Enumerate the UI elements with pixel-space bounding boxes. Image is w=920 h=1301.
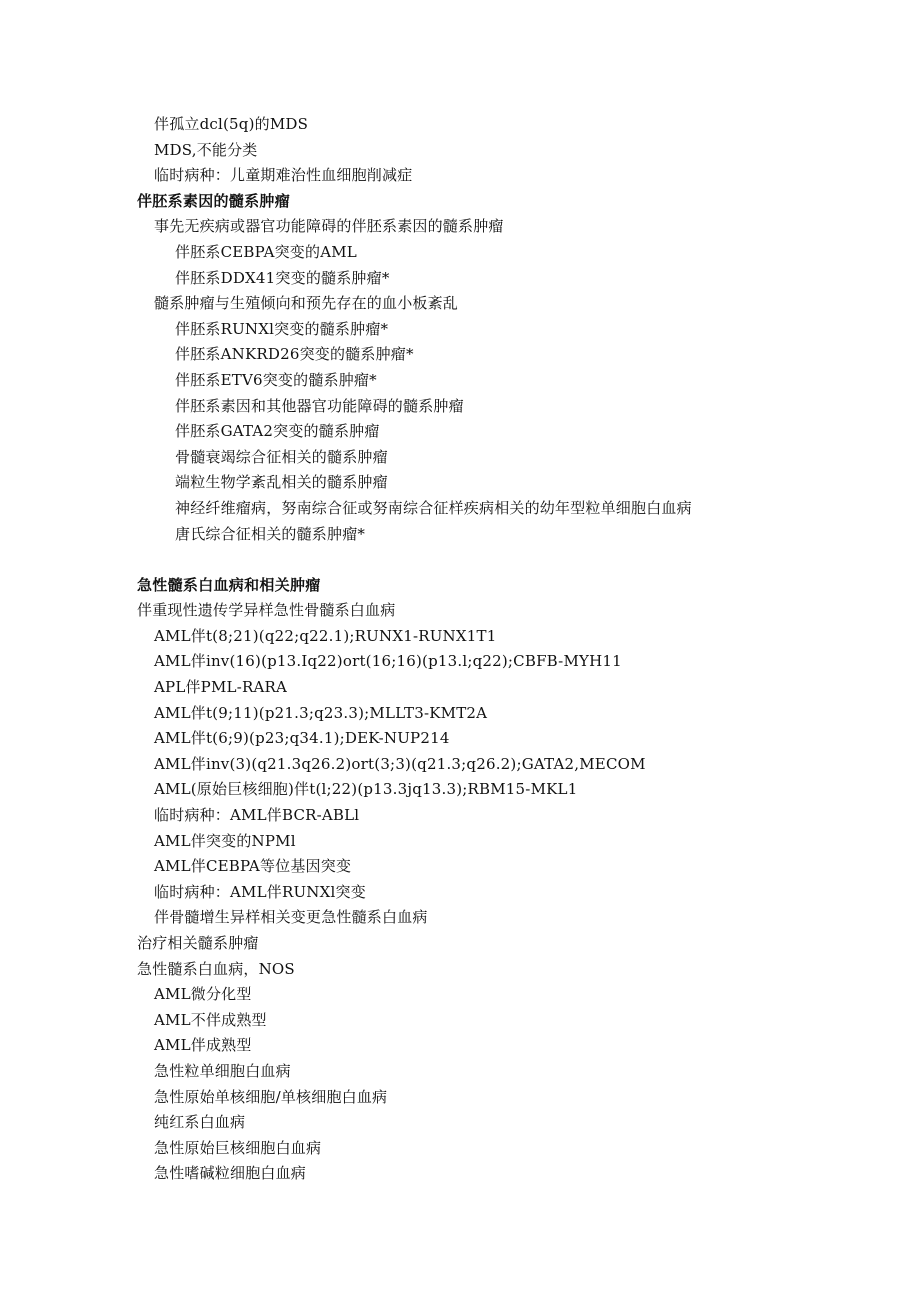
- list-item: APL伴PML-RARA: [154, 678, 288, 697]
- list-item: 伴骨髓增生异样相关变更急性髓系白血病: [154, 908, 428, 927]
- list-item: 急性原始单核细胞/单核细胞白血病: [154, 1087, 388, 1106]
- list-item: 伴胚系GATA2突变的髓系肿瘤: [175, 422, 380, 441]
- list-item: 伴胚系DDX41突变的髓系肿瘤*: [175, 268, 390, 287]
- list-item: AML伴成熟型: [154, 1036, 252, 1055]
- subsection-title: 急性髓系白血病，NOS: [137, 959, 295, 978]
- list-item: AML微分化型: [154, 985, 252, 1004]
- list-item: 纯红系白血病: [154, 1113, 246, 1132]
- list-item: 急性粒单细胞白血病: [154, 1061, 291, 1080]
- subsection-title: 伴重现性遗传学异样急性骨髓系白血病: [137, 601, 396, 620]
- list-item: 伴胚系RUNXl突变的髓系肿瘤*: [175, 319, 389, 338]
- list-item: 伴胚系ETV6突变的髓系肿瘤*: [175, 370, 377, 389]
- list-item: AML伴CEBPA等位基因突变: [154, 857, 352, 876]
- list-item: AML伴inv(3)(q21.3q26.2)ort(3;3)(q21.3;q26.2);GATA2,MECOM: [154, 754, 646, 773]
- list-item: AML(原始巨核细胞)伴t(l;22)(p13.3jq13.3);RBM15-MKL1: [154, 780, 578, 799]
- list-item: 临时病种：儿童期难治性血细胞削减症: [154, 166, 413, 185]
- list-item: AML伴inv(16)(p13.Iq22)ort(16;16)(p13.l;q22);CBFB-MYH11: [154, 652, 622, 671]
- list-item: 神经纤维瘤病，努南综合征或努南综合征样疾病相关的幼年型粒单细胞白血病: [175, 498, 692, 517]
- list-item: AML不伴成熟型: [154, 1010, 267, 1029]
- section-heading: 急性髓系白血病和相关肿瘤: [137, 575, 321, 594]
- subsection-title: 髓系肿瘤与生殖倾向和预先存在的血小板紊乱: [154, 294, 459, 313]
- list-item: AML伴t(6;9)(p23;q34.1);DEK-NUP214: [154, 729, 450, 748]
- subsection-title: 事先无疾病或器官功能障碍的伴胚系素因的髓系肿瘤: [154, 217, 504, 236]
- list-item: 唐氏综合征相关的髓系肿瘤*: [175, 524, 366, 543]
- list-item: MDS,不能分类: [154, 140, 258, 159]
- list-item: 端粒生物学紊乱相关的髓系肿瘤: [175, 473, 388, 492]
- section-heading: 伴胚系素因的髓系肿瘤: [137, 191, 291, 210]
- list-item: 伴胚系素因和其他器官功能障碍的髓系肿瘤: [175, 396, 464, 415]
- list-item: 伴胚系ANKRD26突变的髓系肿瘤*: [175, 345, 414, 364]
- document-page: [0, 112, 920, 1187]
- list-item: 临时病种：AML伴BCR-ABLl: [154, 806, 360, 825]
- list-item: 急性嗜碱粒细胞白血病: [154, 1164, 307, 1183]
- list-item: 临时病种：AML伴RUNXl突变: [154, 882, 366, 901]
- paragraph-spacer: [0, 547, 920, 573]
- list-item: AML伴突变的NPMl: [154, 831, 296, 850]
- list-item: 急性原始巨核细胞白血病: [154, 1138, 322, 1157]
- list-item: AML伴t(9;11)(p21.3;q23.3);MLLT3-KMT2A: [154, 703, 488, 722]
- list-item: AML伴t(8;21)(q22;q22.1);RUNX1-RUNX1T1: [154, 626, 497, 645]
- list-item: 伴胚系CEBPA突变的AML: [175, 242, 357, 261]
- list-item: 骨髓衰竭综合征相关的髓系肿瘤: [175, 447, 388, 466]
- subsection-title: 治疗相关髓系肿瘤: [137, 934, 259, 952]
- list-item: 伴孤立dcl(5q)的MDS: [154, 115, 309, 133]
